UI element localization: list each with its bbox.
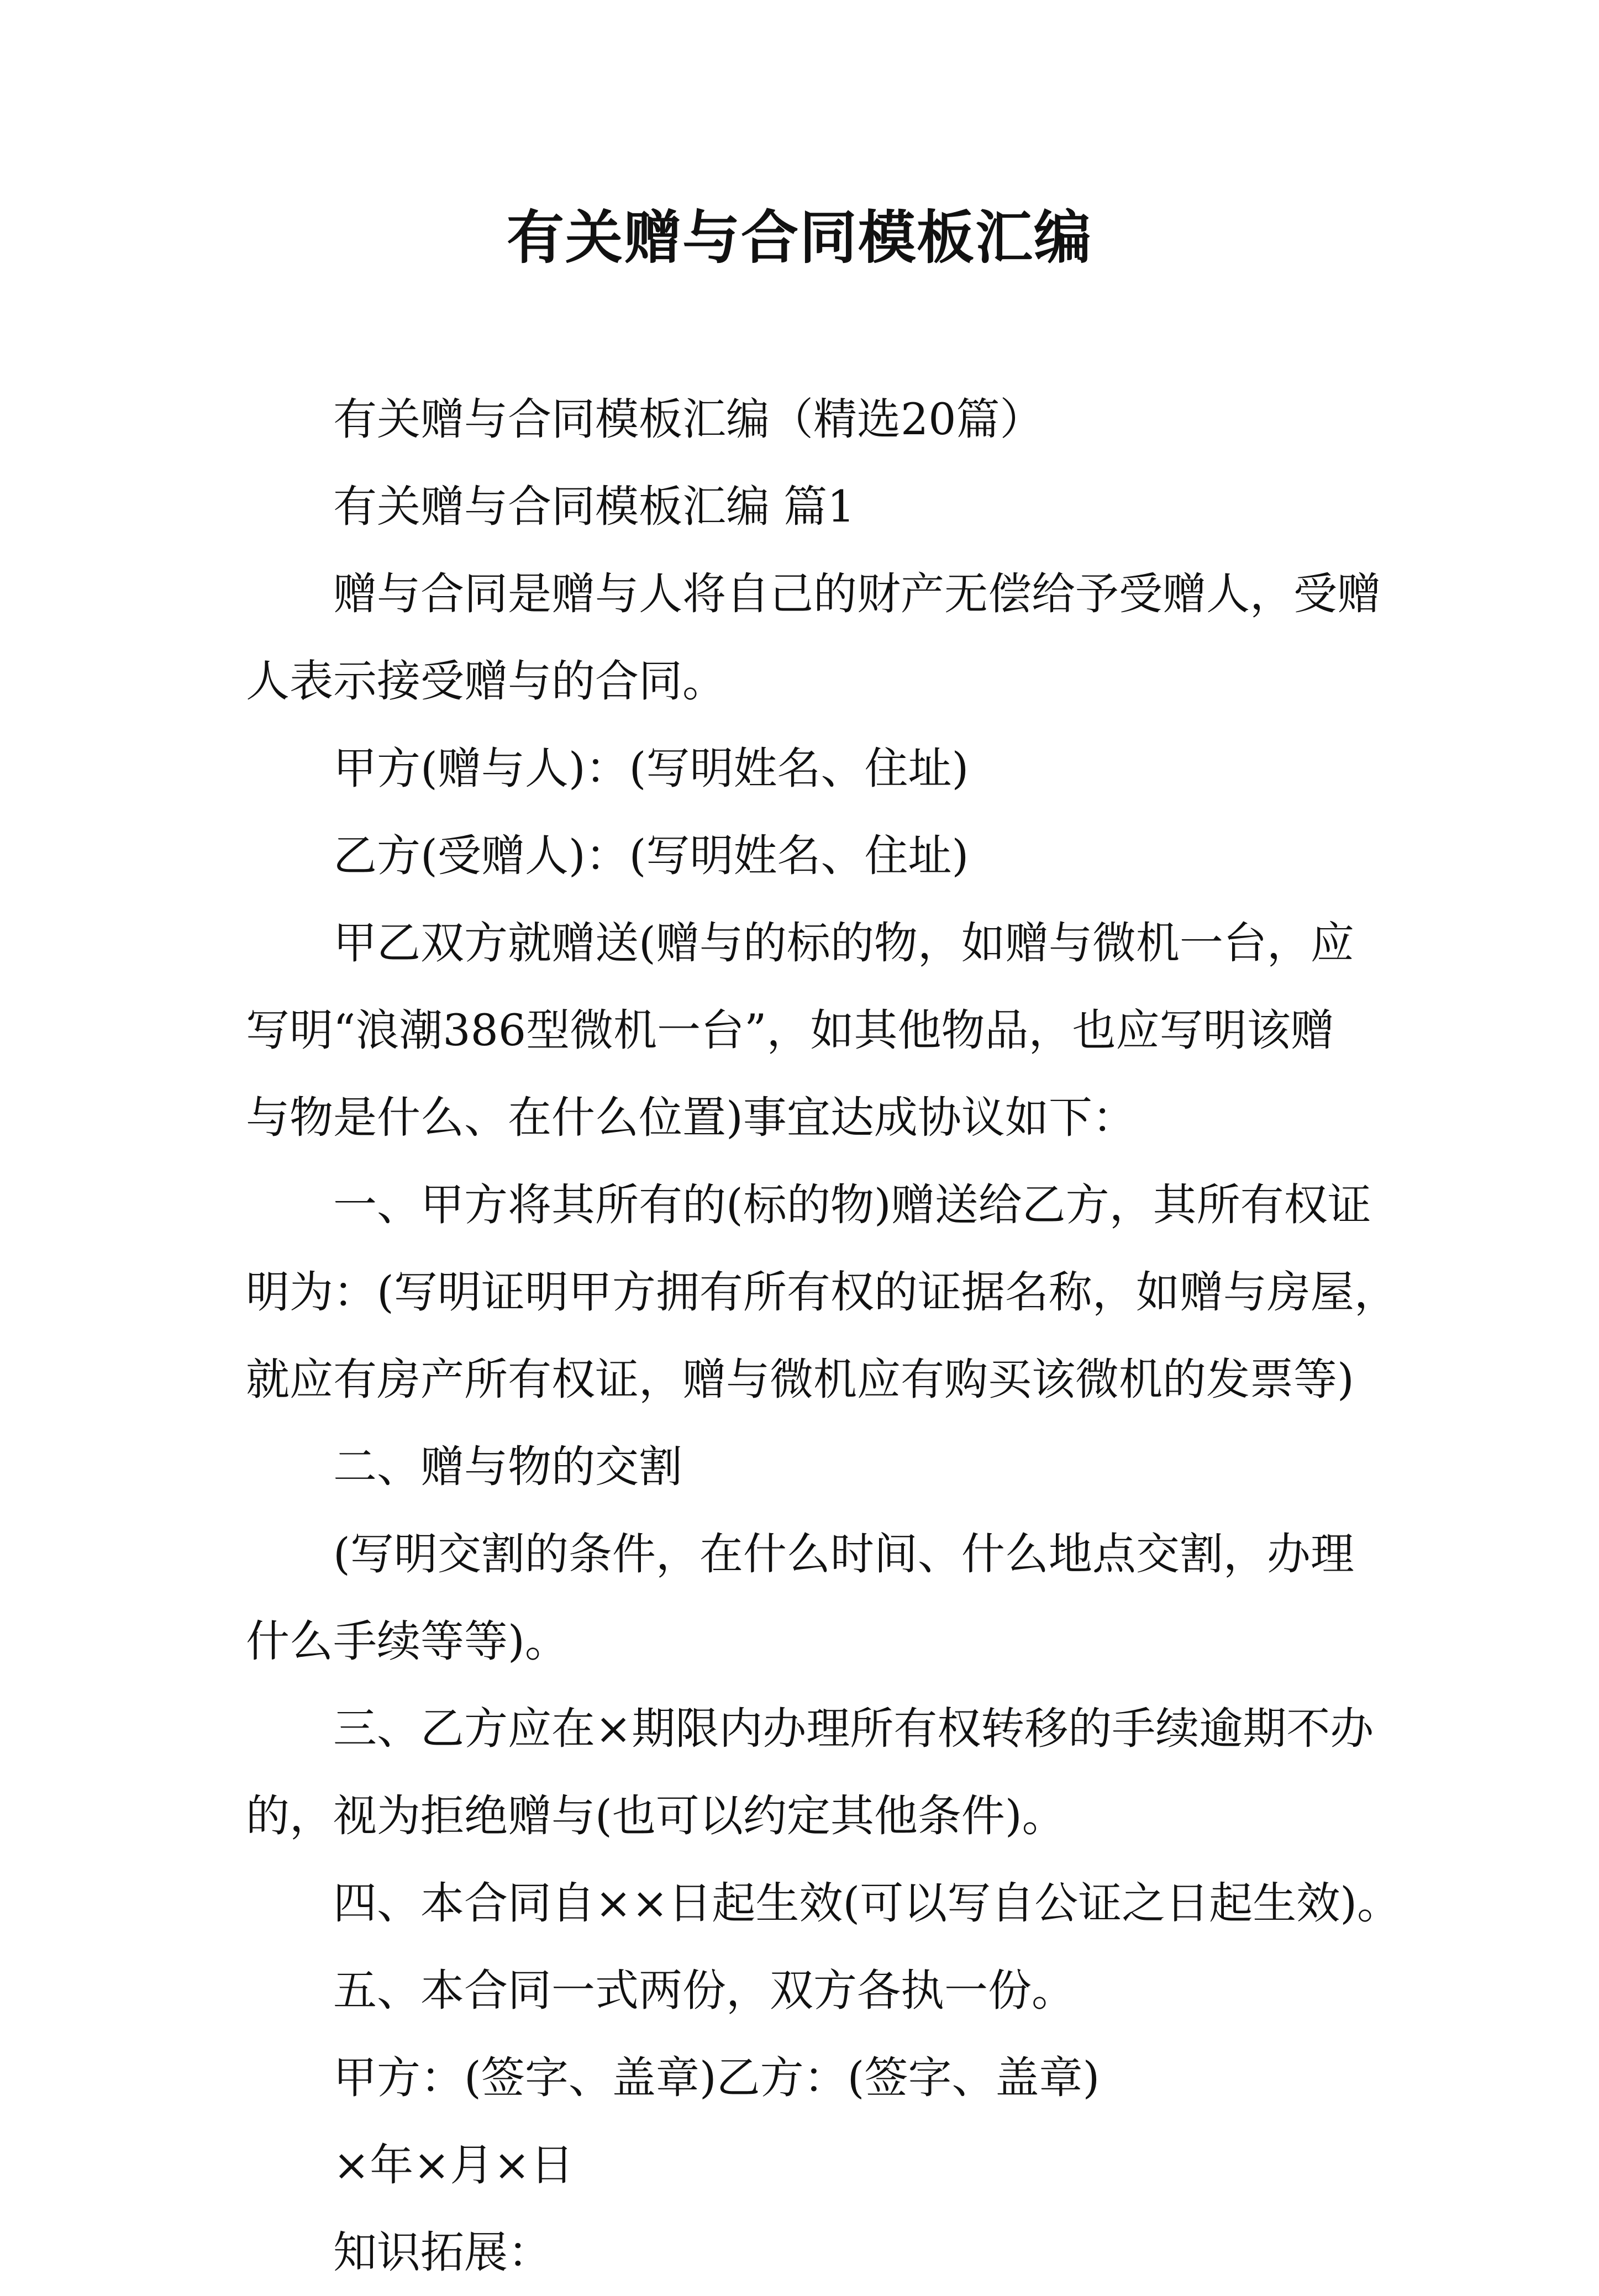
doc-line: 明为：(写明证明甲方拥有所有权的证据名称，如赠与房屋， xyxy=(246,1267,1398,1318)
doc-line: 甲方：(签字、盖章)乙方：(签字、盖章) xyxy=(333,2052,1100,2103)
doc-line: 什么手续等等)。 xyxy=(246,1616,569,1667)
doc-line: 的，视为拒绝赠与(也可以约定其他条件)。 xyxy=(246,1791,1066,1841)
doc-line: 写明“浪潮386型微机一台”，如其他物品，也应写明该赠 xyxy=(246,1005,1334,1056)
doc-line: 甲方(赠与人)：(写明姓名、住址) xyxy=(333,743,969,794)
document-body xyxy=(246,376,1412,2296)
doc-line: 四、本合同自××日起生效(可以写自公证之日起生效)。 xyxy=(333,1878,1401,1929)
doc-line: 与物是什么、在什么位置)事宜达成协议如下： xyxy=(246,1092,1136,1143)
doc-line: 就应有房产所有权证，赠与微机应有购买该微机的发票等) xyxy=(246,1354,1354,1405)
doc-line: 知识拓展： xyxy=(333,2227,551,2278)
doc-line: 三、乙方应在×期限内办理所有权转移的手续逾期不办 xyxy=(333,1703,1374,1754)
doc-line: 五、本合同一式两份，双方各执一份。 xyxy=(333,1965,1075,2016)
doc-line: 赠与合同是赠与人将自己的财产无偿给予受赠人，受赠 xyxy=(333,568,1381,619)
doc-line: 乙方(受赠人)：(写明姓名、住址) xyxy=(333,830,969,881)
doc-line: 二、赠与物的交割 xyxy=(333,1441,682,1492)
doc-line: ×年×月×日 xyxy=(333,2140,574,2190)
doc-line: 有关赠与合同模板汇编 篇1 xyxy=(333,481,855,532)
doc-line: 有关赠与合同模板汇编（精选20篇） xyxy=(333,394,1044,445)
doc-line: 甲乙双方就赠送(赠与的标的物，如赠与微机一台，应 xyxy=(333,918,1354,968)
doc-line: 人表示接受赠与的合同。 xyxy=(246,656,726,707)
document-title: 有关赠与合同模板汇编 xyxy=(506,203,1092,271)
doc-line: (写明交割的条件，在什么时间、什么地点交割，办理 xyxy=(333,1529,1354,1579)
doc-line: 一、甲方将其所有的(标的物)赠送给乙方，其所有权证 xyxy=(333,1179,1371,1230)
